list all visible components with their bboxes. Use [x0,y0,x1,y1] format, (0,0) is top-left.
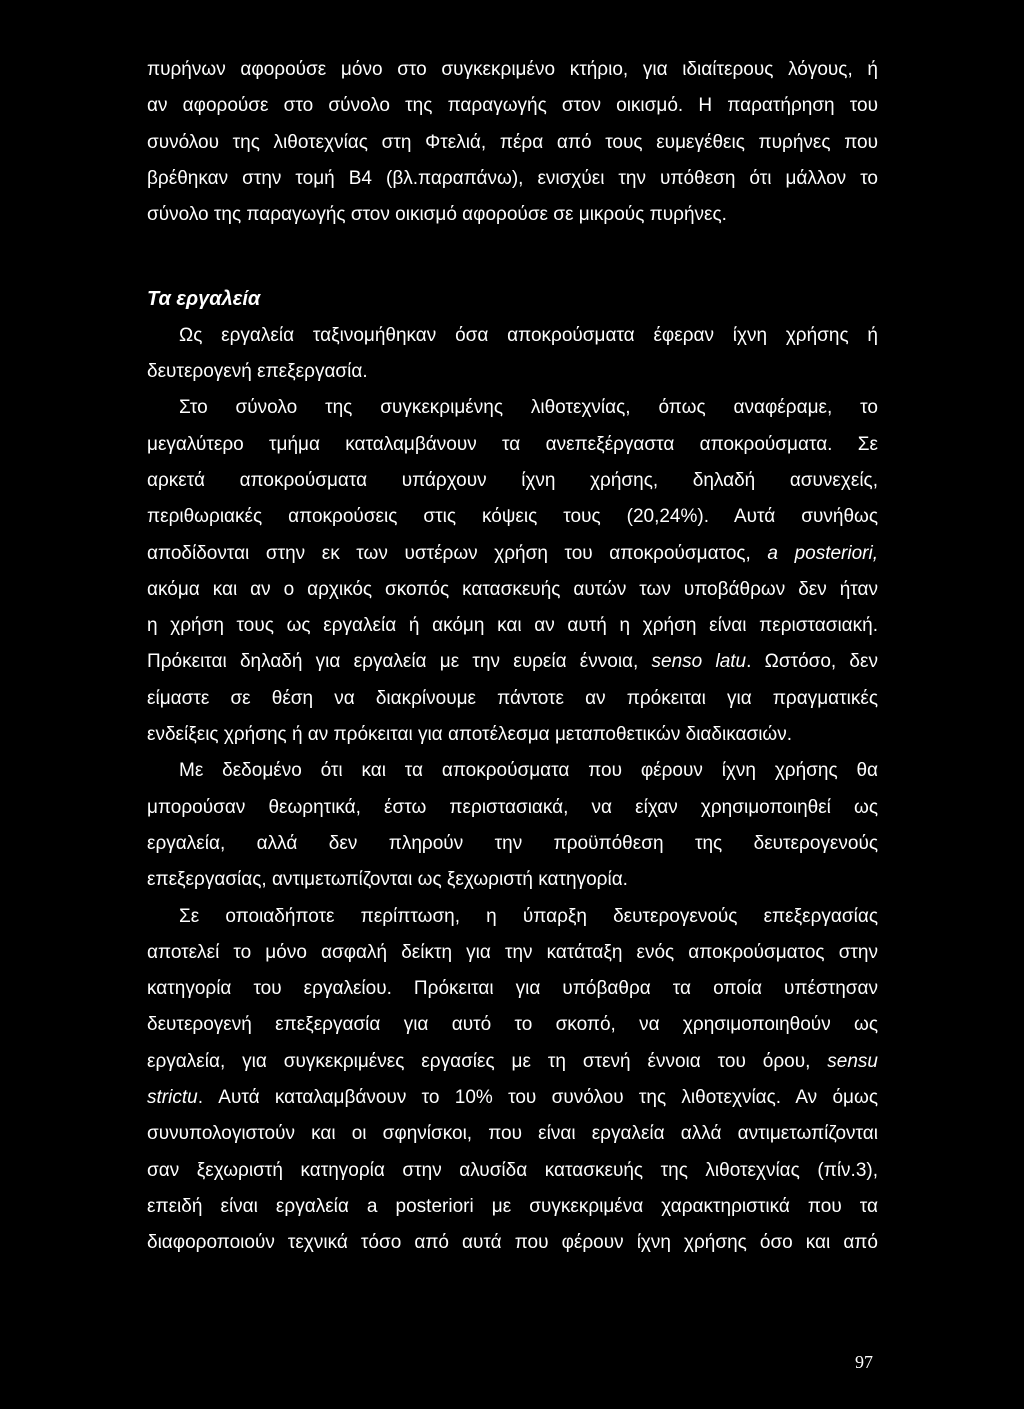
italic-term: a posteriori, [767,542,878,564]
text-line: Ως εργαλεία ταξινομήθηκαν όσα αποκρούσματα έφεραν ίχνη χρήσης ή [179,324,878,346]
text-line: συνυπολογιστούν και οι σφηνίσκοι, που είναι εργαλεία αλλά αντιμετωπίζονται [147,1123,878,1145]
text-line: είμαστε σε θέση να διακρίνουμε πάντοτε αν πρόκειται για πραγματικές [147,687,878,709]
text-line: Σε οποιαδήποτε περίπτωση, η ύπαρξη δευτερογενούς επεξεργασίας [179,905,878,927]
paragraph-cores [147,58,878,227]
text-line: δευτερογενή επεξεργασία για αυτό το σκοπό, να χρησιμοποιηθούν ως [147,1014,878,1036]
text-line: ενδείξεις χρήσης ή αν πρόκειται για αποτέλεσμα μεταποθετικών διαδικασιών. [147,724,793,746]
text-line: αποτελεί το μόνο ασφαλή δείκτη για την κατάταξη ενός αποκρούσματος στην [147,941,878,963]
italic-term: senso latu [651,651,747,673]
text-line: περιθωριακές αποκρούσεις στις κόψεις τους (20,24%). Αυτά συνήθως [147,506,878,528]
text-line: αν αφορούσε στο σύνολο της παραγωγής στον οικισμό. Η παρατήρηση του [147,95,878,117]
text-line: μπορούσαν θεωρητικά, έστω περιστασιακά, να είχαν χρησιμοποιηθεί ως [147,796,878,818]
page-number: 97 [855,1352,873,1372]
text-line: σύνολο της παραγωγής στον οικισμό αφορούσε σε μικρούς πυρήνες. [147,204,727,226]
paragraph-tools-definition [147,324,878,384]
paragraph-separate-category [147,759,878,892]
text-line: Με δεδομένο ότι και τα αποκρούσματα που φέρουν ίχνη χρήσης θα [179,760,878,782]
text-line: βρέθηκαν στην τομή Β4 (βλ.παραπάνω), ενισχύει την υπόθεση ότι μάλλον το [147,167,878,189]
text-line: η χρήση τους ως εργαλεία ή ακόμη και αν αυτή η χρήση είναι περιστασιακή. [147,615,878,637]
text-line [147,650,878,674]
text-run: . Ωστόσο, δεν [746,651,878,673]
italic-term: sensu [827,1050,878,1072]
text-line: εργαλεία, αλλά δεν πληρούν την προϋπόθεση της δευτερογενούς [147,832,878,854]
text-run: . Αυτά καταλαμβάνουν το 10% του συνόλου της λιθοτεχνίας. Αν όμως [197,1087,878,1109]
text-line: αρκετά αποκρούσματα υπάρχουν ίχνη χρήσης, δηλαδή ασυνεχείς, [147,469,878,491]
text-line: μεγαλύτερο τμήμα καταλαμβάνουν τα ανεπεξέργαστα αποκρούσματα. Σε [147,433,878,455]
document-page [147,58,878,1268]
paragraph-secondary-processing [147,905,878,1256]
text-line [147,542,878,566]
text-line: επειδή είναι εργαλεία a posteriori με συγκεκριμένα χαρακτηριστικά που τα [147,1195,878,1217]
text-line: σαν ξεχωριστή κατηγορία στην αλυσίδα κατασκευής της λιθοτεχνίας (πίν.3), [147,1159,878,1181]
text-line: κατηγορία του εργαλείου. Πρόκειται για υπόβαθρα τα οποία υπέστησαν [147,978,878,1000]
text-run: Πρόκειται δηλαδή για εργαλεία με την ευρεία έννοια, [147,651,652,673]
text-line: πυρήνων αφορούσε μόνο στο συγκεκριμένο κτήριο, για ιδιαίτερους λόγους, ή [147,59,878,80]
paragraph-use-traces [147,396,878,747]
text-line: Στο σύνολο της συγκεκριμένης λιθοτεχνίας, όπως αναφέραμε, το [179,397,878,419]
text-line: δευτερογενή επεξεργασία. [147,361,368,383]
text-run: αποδίδονται στην εκ των υστέρων χρήση του αποκρούσματος, [147,542,768,564]
text-line: συνόλου της λιθοτεχνίας στη Φτελιά, πέρα από τους ευμεγέθεις πυρήνες που [147,131,878,153]
text-line: ακόμα και αν ο αρχικός σκοπός κατασκευής αυτών των υποβάθρων δεν ήταν [147,578,878,600]
text-line [147,1050,878,1074]
section-gap [147,239,878,287]
text-line: διαφοροποιούν τεχνικά τόσο από αυτά που φέρουν ίχνη χρήσης όσο και από [147,1232,878,1254]
text-line: επεξεργασίας, αντιμετωπίζονται ως ξεχωριστή κατηγορία. [147,869,628,891]
section-heading: Τα εργαλεία [147,288,261,311]
text-line [147,1086,878,1110]
italic-term: strictu [147,1087,198,1109]
text-run: εργαλεία, για συγκεκριμένες εργασίες με τη στενή έννοια του όρου, [147,1050,828,1072]
